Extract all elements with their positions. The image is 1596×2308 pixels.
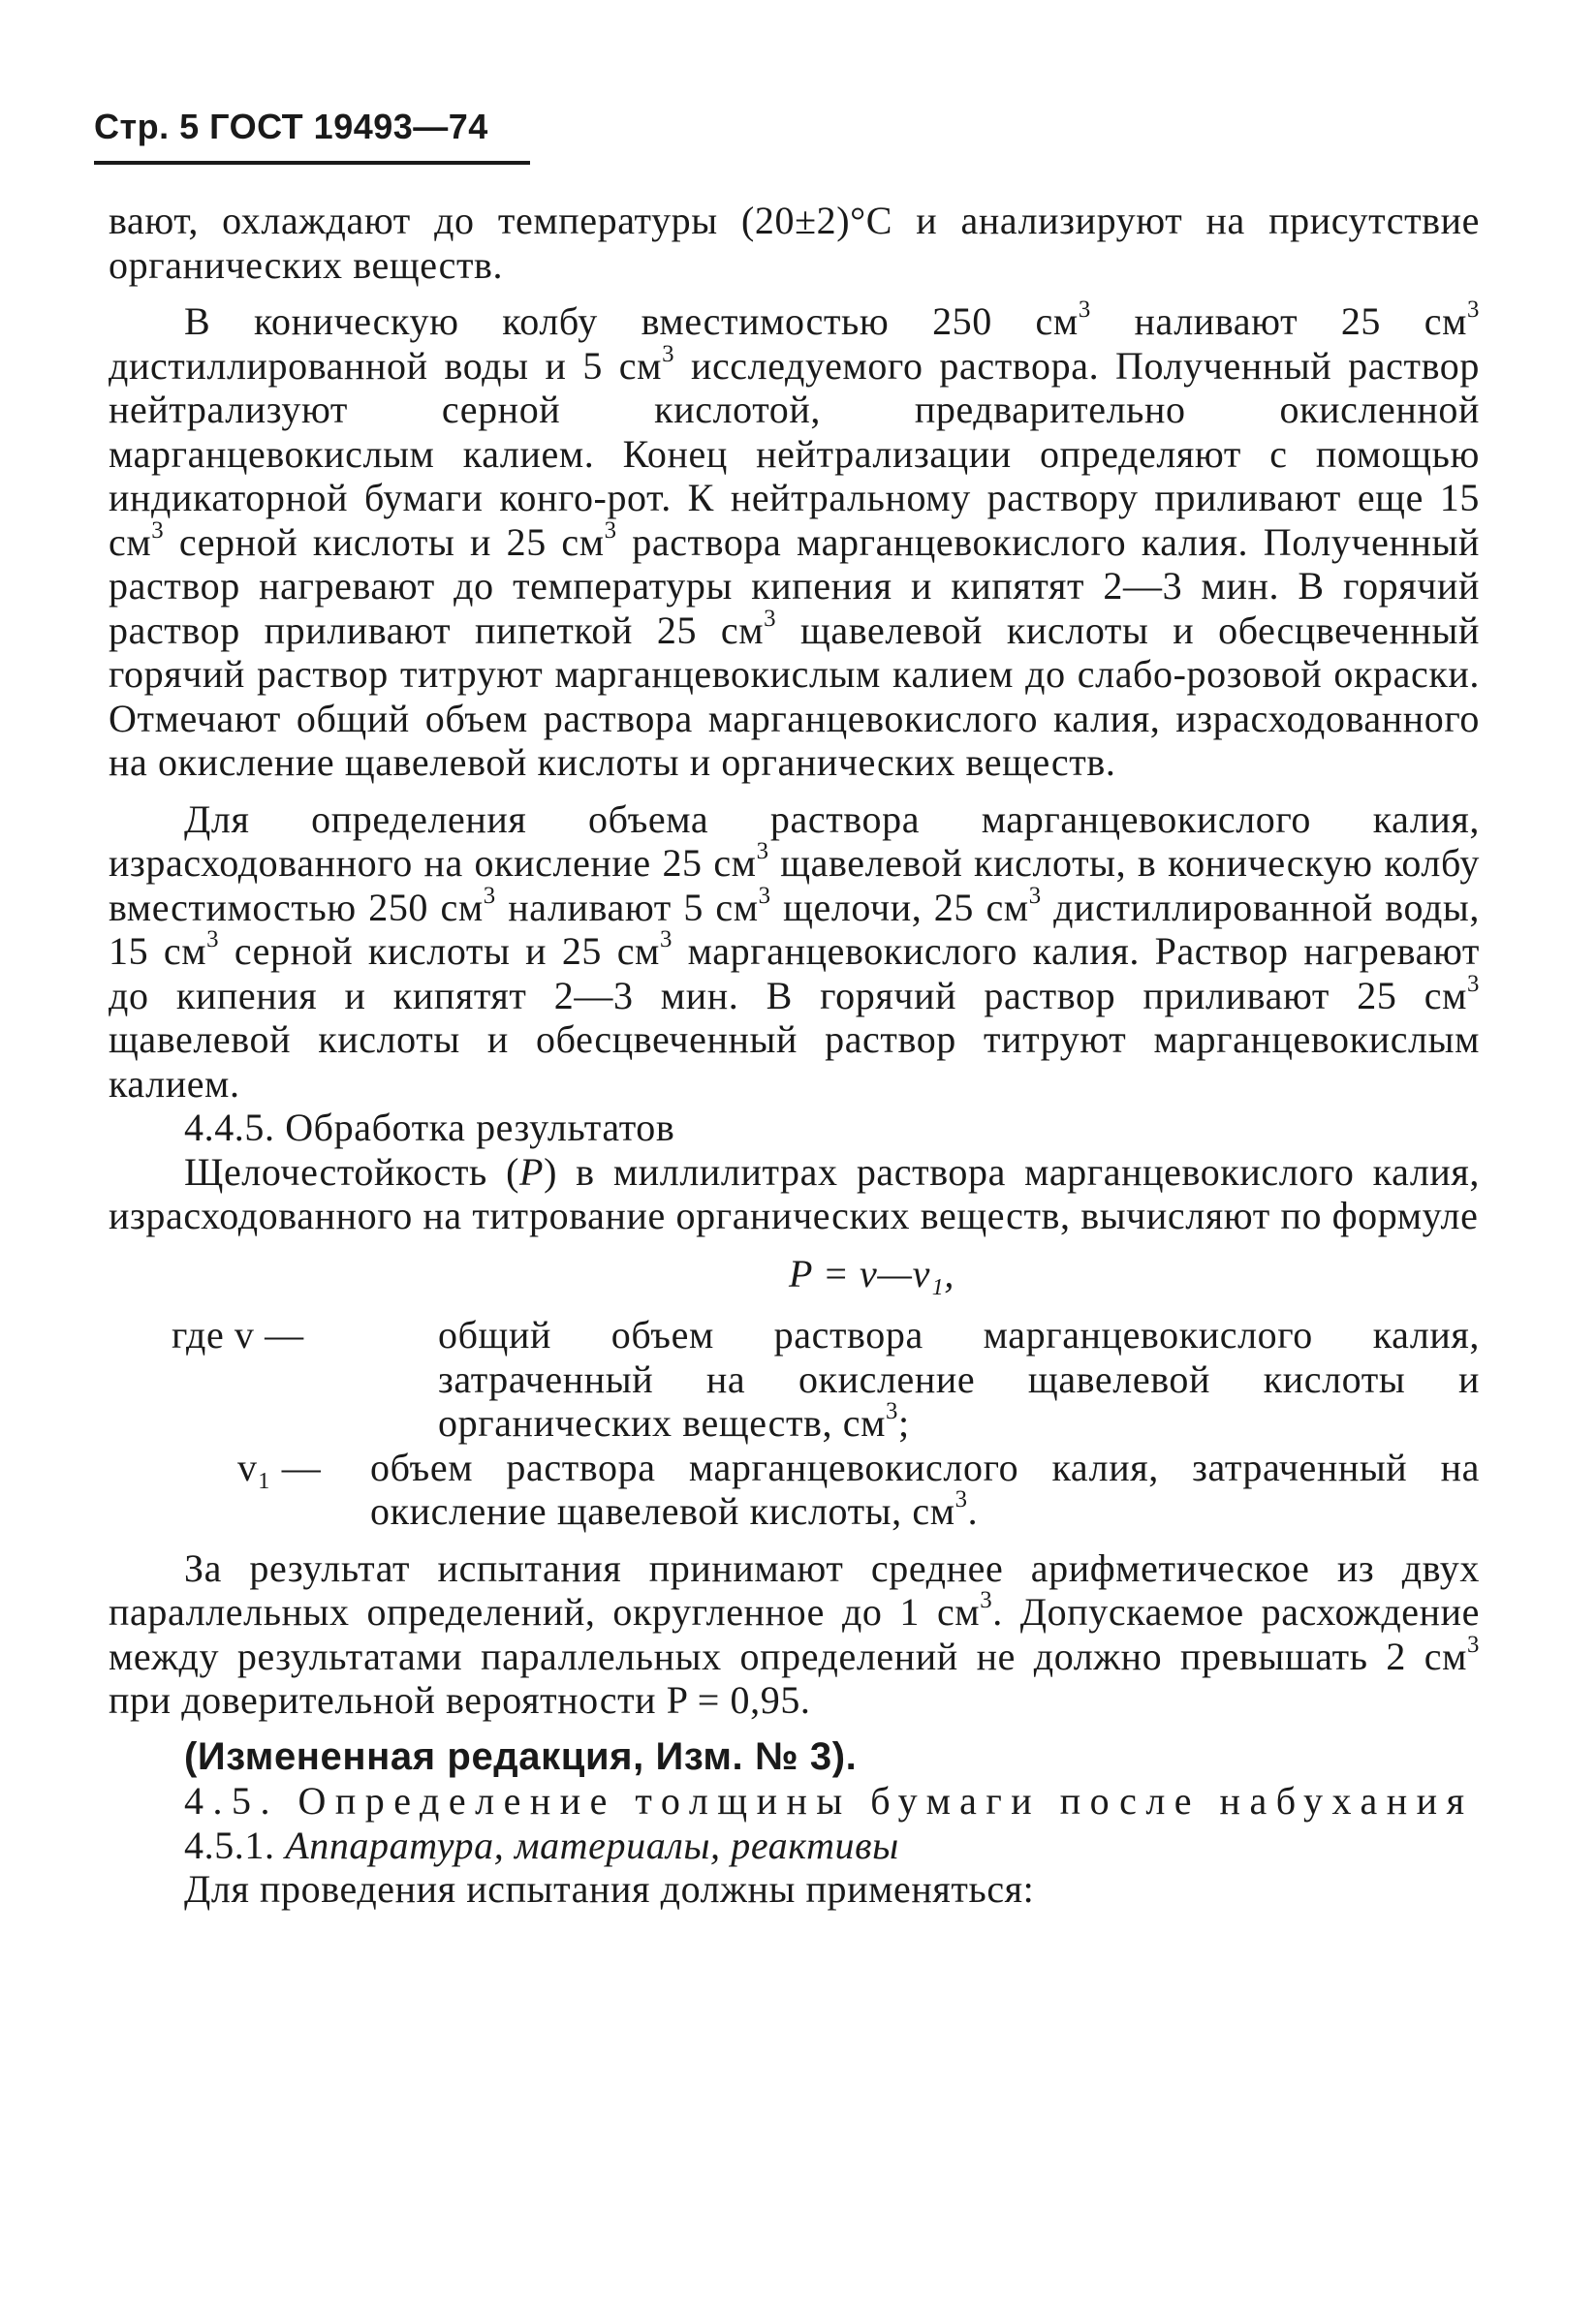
document-body	[109, 199, 1480, 1912]
legend-v-text: общий объем раствора марганцевокислого калия, затраченный на окисление щавелевой кислоты и органических веществ, $см^3$;	[438, 1313, 1480, 1445]
section-heading-4-5-1: 4.5.1. Аппаратура, материалы, реактивы	[184, 1823, 899, 1867]
legend-v	[109, 1313, 1480, 1446]
paragraph-blank-test: Для определения объема раствора марганцевокислого калия, израсходованного на окисление 25 $см^3$ щавелевой кислоты, в коническую колбу вместимостью 250 $см^3$ наливают 5 $см^3$ щелочи, 25 $см^3$ дистиллированной воды, 15 $см^3$ серной кислоты и 25 $см^3$ марганцевокислого калия. Раствор нагревают до кипения и кипятят 2—3 мин. В горячий раствор приливают 25 $см^3$ щавелевой кислоты и обесцвеченный раствор титруют марганцевокислым калием.	[109, 796, 1480, 1106]
paragraph-continuation: вают, охлаждают до температуры (20±2)°С и анализируют на присутствие органических веществ.	[109, 199, 1480, 287]
legend-v1-label: v₁ —	[237, 1445, 322, 1489]
paragraph-equipment-intro: Для проведения испытания должны применяться:	[184, 1867, 1035, 1911]
paragraph-procedure: В коническую колбу вместимостью 250 $см^3$ наливают 25 $см^3$ дистиллированной воды и 5 $см^3$ исследуемого раствора. Полученный раствор нейтрализуют серной кислотой, предварительно окисленной марганцевокислым калием. Конец нейтрализации определяют с помощью индикаторной бумаги конго-рот. К нейтральному раствору приливают еще 15 $см^3$ серной кислоты и 25 $см^3$ раствора марганцевокислого калия. Полученный раствор нагревают до температуры кипения и кипятят 2—3 мин. В горячий раствор приливают пипеткой 25 $см^3$ щавелевой кислоты и обесцвеченный горячий раствор титруют марганцевокислым калием до слабо-розовой окраски. Отмечают общий объем раствора марганцевокислого калия, израсходованного на окисление щавелевой кислоты и органических веществ.	[109, 296, 1481, 784]
section-heading-4-4-5: 4.4.5. Обработка результатов	[184, 1106, 675, 1149]
paragraph-result: За результат испытания принимают среднее арифметическое из двух параллельных определений, округленное до 1 $см^3$. Допускаемое расхождение между результатами параллельных определений не должно превышать 2 $см^3$ при доверительной вероятности P = 0,95.	[109, 1545, 1480, 1722]
section-heading-4-5: 4.5. Определение толщины бумаги после набухания	[184, 1779, 1474, 1823]
legend-v-label: где v —	[172, 1313, 304, 1357]
amendment-note: (Измененная редакция, Изм. № 3).	[184, 1734, 858, 1778]
page-header: Стр. 5 ГОСТ 19493—74	[94, 107, 530, 165]
paragraph-formula-intro: Щелочестойкость (P) в миллилитрах раствора марганцевокислого калия, израсходованного на титрование органических веществ, вычисляют по формуле	[109, 1149, 1480, 1237]
formula: P = v—v₁,	[788, 1251, 955, 1295]
legend-v1	[109, 1446, 1480, 1534]
legend-v1-text: объем раствора марганцевокислого калия, затраченный на окисление щавелевой кислоты, $см^3$.	[370, 1445, 1480, 1533]
